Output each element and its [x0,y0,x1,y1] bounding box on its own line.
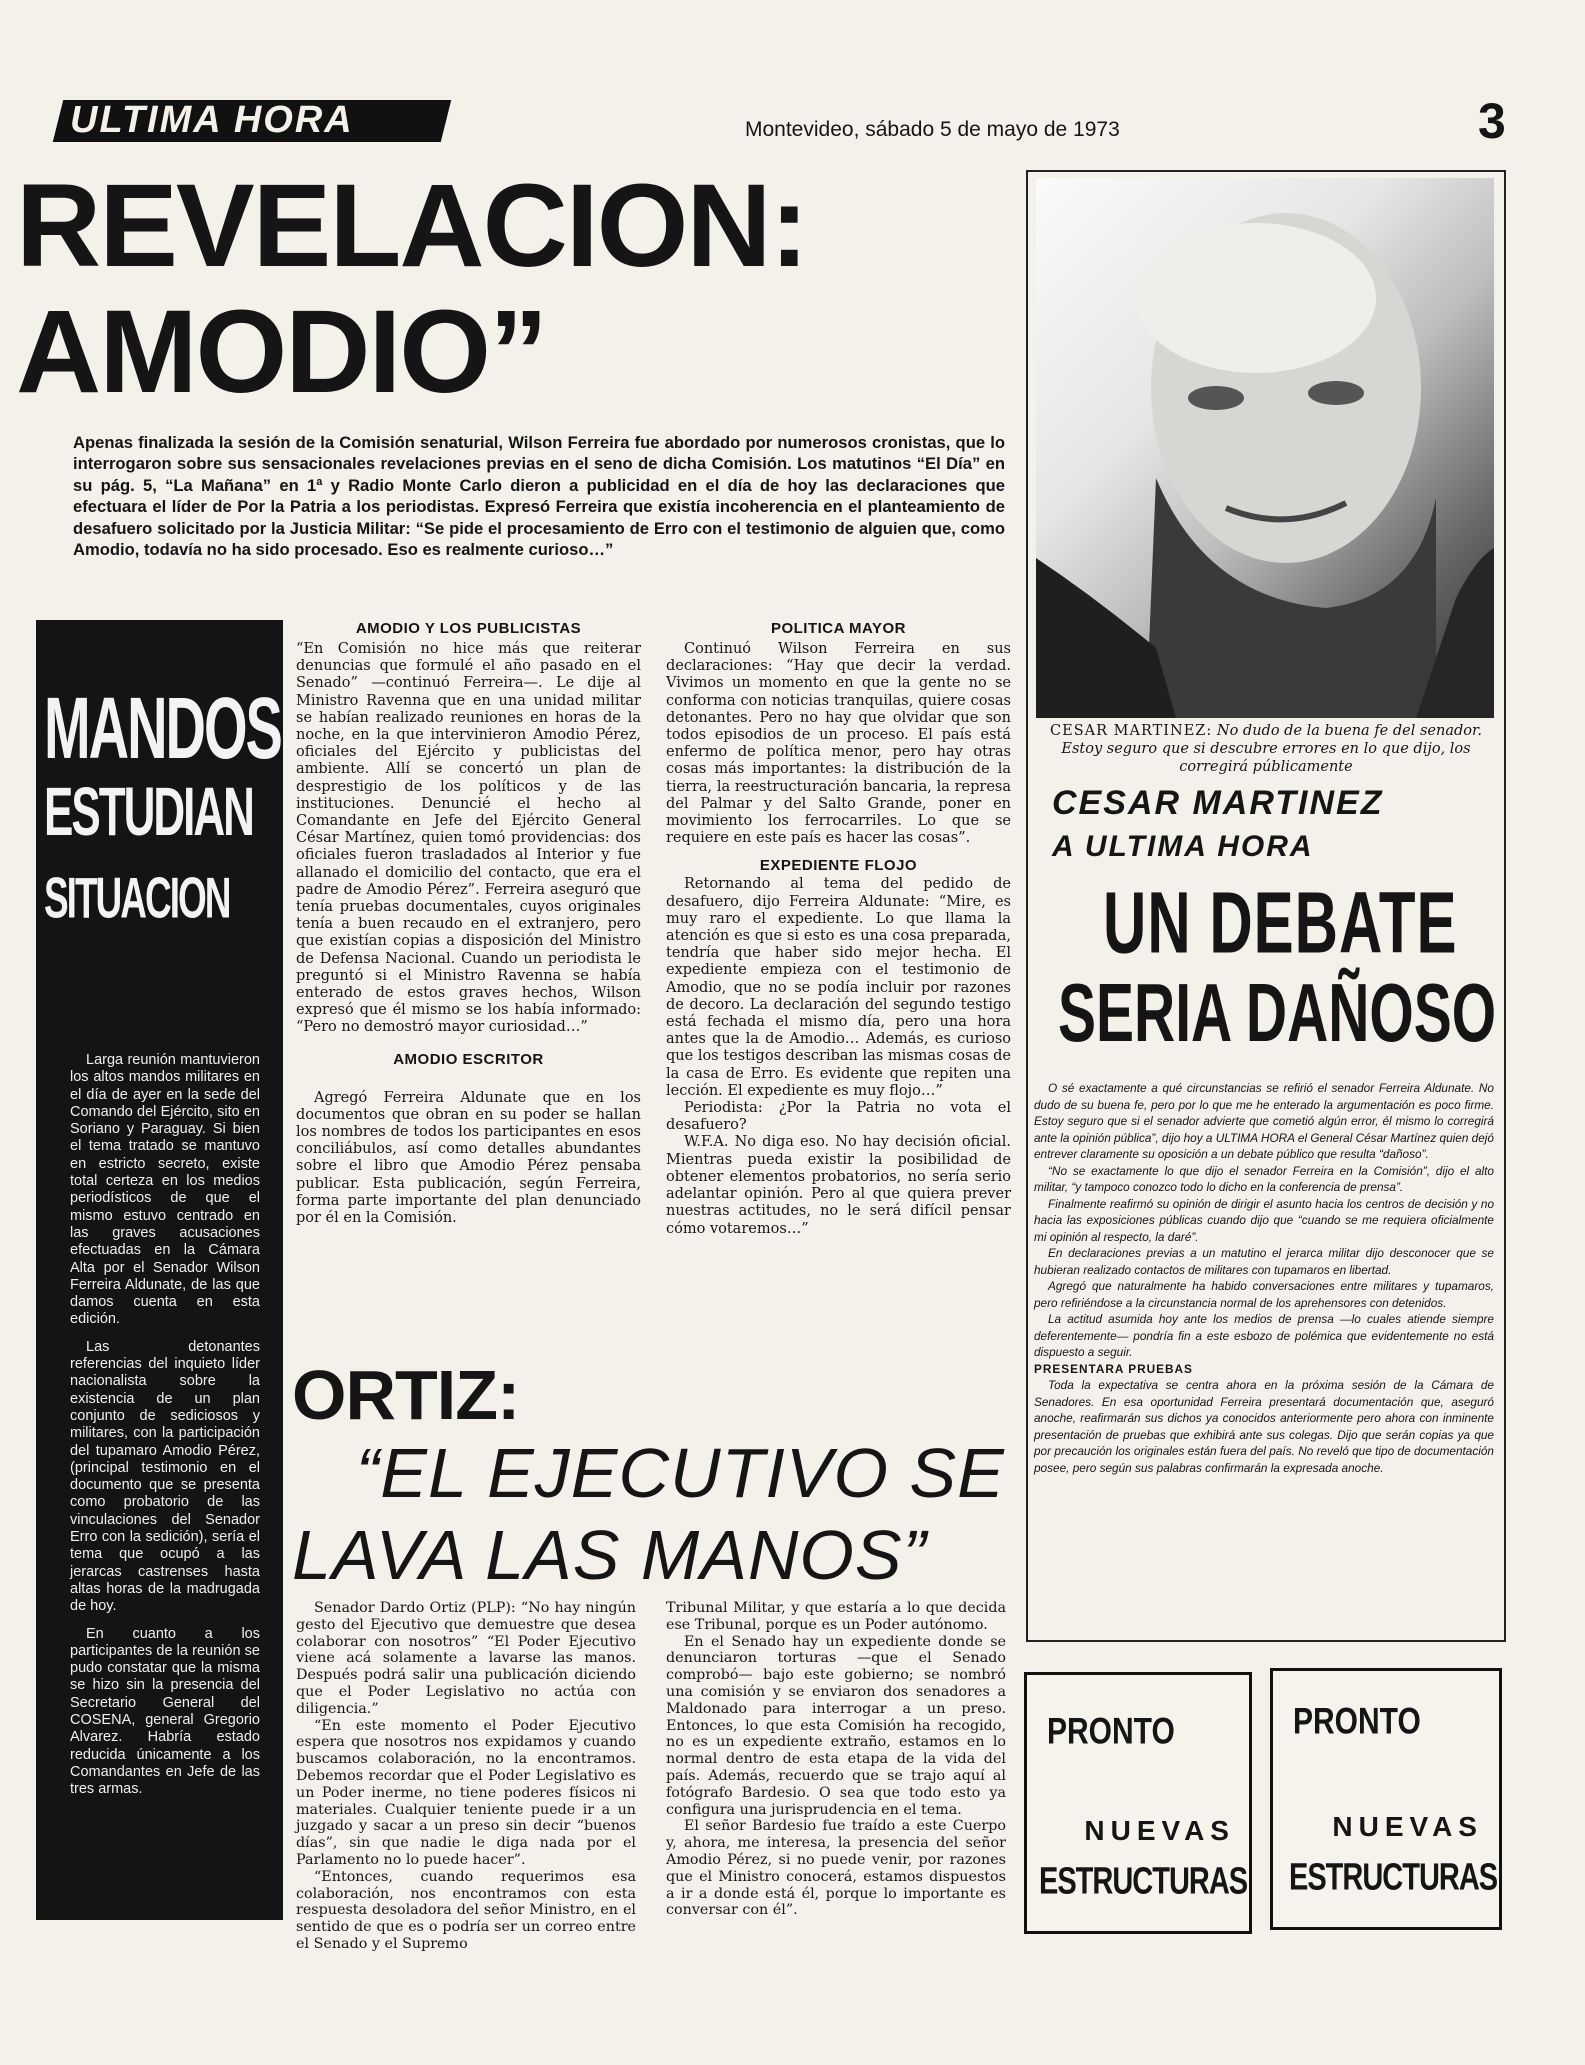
article-paragraph: W.F.A. No diga eso. No hay decisión oficial. Mientras pueda existir la posibilidad de obtener elementos probatorios, no sería serio adelantar opinión. Pero al que quiera prever nuestras actitudes, no le será difícil pensar cómo votaremos…” [666,1134,1011,1237]
article-paragraph: “No se exactamente lo que dijo el senador Ferreira en la Comisión”, dijo el alto militar, “y tampoco conozco todo lo dicho en la conferencia de prensa”. [1034,1163,1494,1194]
photo-caption [1042,722,1490,776]
martinez-kicker-2: A ULTIMA HORA [1052,830,1314,863]
ad-box [1270,1668,1502,1930]
article-paragraph: La actitud asumida hoy ante los medios de prensa —lo cuales atiende siempre deferentemente— pondría fin a este esbozo de polémica que evidentemente no está dispuesto a seguir. [1034,1312,1494,1359]
headline-line-2: AMODIO” [16,286,547,418]
column-amodio [296,620,641,1227]
ad-box [1024,1672,1252,1934]
martinez-kicker-1: CESAR MARTINEZ [1052,784,1384,822]
article-text [666,876,1011,1237]
article-paragraph: El señor Bardesio fue traído a este Cuerpo y, ahora, me interesa, la presencia del señor Amodio Pérez, si no puede venir, por razones que el Ministro conocerá, estamos dispuestos a ir a donde está él, porque lo importante es conversar con él”. [666,1818,1006,1919]
sidebar-paragraph: Las detonantes referencias del inquieto líder nacionalista sobre la existencia de un plan conjunto de sediciosos y militares, con la participación del tupamaro Amodio Pérez, (principal testimonio en el documento que se presenta como probatorio de las vinculaciones del Senador Erro con la sedición), sería el tema que ocupó a las jerarcas castrenses hasta altas horas de la madrugada de hoy. [70,1338,260,1615]
ortiz-headline-1: ORTIZ: [292,1356,520,1434]
article-paragraph: Toda la expectativa se centra ahora en la próxima sesión de la Cámara de Senadores. En esa oportunidad Ferreira presentará documentación que, aseguró anoche, reafirmarán sus dichos ya conocidos anteriormente pero ahora con inminente presentación de pruebas que exhibirá ante sus colegas. Dijo que serán copias ya que por precaución los originales están fuera del país. No reveló que tipo de documentación posee, pero según sus palabras confirmarán la expresada anoche. [1034,1378,1494,1475]
article-paragraph: En declaraciones previas a un matutino el jerarca militar dijo desconocer que se hubieran realizado contactos de militares con tupamaros en libertad. [1034,1246,1494,1277]
article-paragraph: Continuó Wilson Ferreira en sus declaraciones: “Hay que decir la verdad. Vivimos un momento en que la gente no se conforma con noticias tranquilas, quiere cosas detonantes. Pero no hay que olvidar que son todos episodios de un proceso. El país está enfermo de política menor, pero hay otras cosas más importantes: la distribución de la tierra, la reestructuración bancaria, la represa del Palmar y del Salto Grande, poner en movimiento los ferrocarriles. Lo que se requiere en este país es hacer las cosas”. [666,641,1011,847]
photo-caption-name: CESAR MARTINEZ: [1050,723,1213,739]
sidebar [36,620,283,1920]
ad-line-3: ESTRUCTURAS [1289,1857,1498,1899]
article-paragraph: Periodista: ¿Por la Patria no vota el desafuero? [666,1100,1011,1134]
portrait-icon [1036,178,1494,718]
ad-line-2: NUEVAS [1084,1815,1235,1846]
article-paragraph: Agregó que naturalmente ha habido conversaciones entre militares y tupamaros, pero refiriéndose a la circunstancia normal de los aprehensores con detenidos. [1034,1279,1494,1310]
portrait-photo [1036,178,1494,718]
dateline: Montevideo, sábado 5 de mayo de 1973 [745,118,1120,141]
sidebar-paragraph: En cuanto a los participantes de la reunión se pudo constatar que la misma se hizo sin la presencia del Secretario General del COSENA, general Gregorio Alvarez. Habría estado reducida únicamente a los Comandantes en Jefe de las tres armas. [70,1625,260,1798]
sidebar-paragraph: Larga reunión mantuvieron los altos mandos militares en el día de ayer en la sede del Comando del Ejército, sito en Soriano y Paraguay. Si bien el tema tratado se mantuvo en estricto secreto, existe total certeza en los medios periodísticos de que el mismo estuvo centrado en las graves acusaciones efectuadas en la Cámara Alta por el Senador Wilson Ferreira Aldunate, de las que damos cuenta en esta edición. [70,1052,260,1328]
section-heading: POLITICA MAYOR [770,620,907,637]
article-text [666,641,1011,847]
article-text [296,1090,641,1228]
sidebar-body [70,1052,260,1808]
ortiz-headline-3: LAVA LAS MANOS” [292,1516,927,1594]
article-paragraph: Senador Dardo Ortiz (PLP): “No hay ningún gesto del Ejecutivo que demuestre que desea colaborar con nosotros” “El Poder Ejecutivo viene acá solamente a lavarse las manos. Después podrá salir una publicación diciendo que el Poder Legislativo no actúa con diligencia.” [296,1600,636,1717]
ortiz-column-2 [666,1600,1006,1919]
article-paragraph: Finalmente reafirmó su opinión de dirigir el asunto hacia los centros de decisión y no hacia las exposiciones públicas cuando dijo que “cuando se me requiera oficialmente mi opinión al respecto, la daré”. [1034,1196,1494,1244]
headline-line-1: REVELACION: [16,160,807,292]
article-paragraph: “Entonces, cuando requerimos esa colaboración, nos encontramos con esta respuesta desoladora del señor Ministro, en el sentido de que es o podría ser un correo entre el Senado y el Supremo [296,1868,636,1952]
article-paragraph: En el Senado hay un expediente donde se denunciaron torturas —que el Senado comprobó— bajo este gobierno; se nombró una comisión y se enviaron dos senadores a Maldonado para interrogar a un preso. Entonces, lo que esta Comisión ha recogido, no es un expediente extraño, estamos en lo normal dentro de esta etapa de la vida del país. Además, recuerdo que se trajo aquí al fotógrafo Bardesio. O sea que todo esto ya configura una jurisprudencia en el tema. [666,1633,1006,1818]
section-heading: AMODIO ESCRITOR [393,1050,544,1068]
ad-line-1: PRONTO [1293,1701,1421,1743]
article-paragraph: Agregó Ferreira Aldunate que en los documentos que obran en su poder se hallan los nombres de todos los participantes en esos conciliábulos, así como detalles abundantes sobre el libro que Amodio Pérez pensaba publicar. Esta publicación, según Ferreira, forma parte importante del plan denunciado por él en la Comisión. [296,1089,641,1227]
page-number: 3 [1478,93,1506,149]
martinez-headline-2: SERIA DAÑOSO [1058,967,1497,1060]
ad-line-2: NUEVAS [1332,1811,1483,1842]
sidebar-headline-line-3: SITUACION [44,866,230,930]
article-paragraph: Tribunal Militar, y que estaría a lo que decida ese Tribunal, porque es un Poder autónomo. [666,1600,1006,1633]
sidebar-headline-line-1: MANDOS [44,679,281,777]
martinez-body [1034,1080,1494,1476]
photo-caption-text: No dudo de la buena fe del senador. Estoy seguro que si descubre errores en lo que dijo, los corregirá públicamente [1061,723,1482,775]
section-heading: AMODIO Y LOS PUBLICISTAS [355,620,582,637]
article-paragraph: O sé exactamente a qué circunstancias se refirió el senador Ferreira Aldunate. No dudo de su buena fe, pero por lo que me he enterado la argumentación es poco firme. Estoy seguro que si el senador advierte que cometió algún error, él mismo lo corregirá ante la opinión pública”, dijo hoy a ULTIMA HORA el General César Martínez quien dejó entrever claramente su oposición a un debate público que resulta “dañoso”. [1034,1081,1494,1161]
martinez-headline-1: UN DEBATE [1103,874,1458,972]
sidebar-headline-line-2: ESTUDIAN [44,774,253,851]
ad-line-1: PRONTO [1047,1711,1175,1753]
masthead-logo-text: ULTIMA HORA [70,99,354,141]
ad-line-3: ESTRUCTURAS [1039,1861,1248,1903]
article-paragraph: Retornando al tema del pedido de desafuero, dijo Ferreira Aldunate: “Mire, es muy raro el expediente. Lo que llama la atención es que si esto es una cosa preparada, tendría que haber sido mejor hecha. El expediente empieza con el testimonio de Amodio, que no se podía incluir por razones de decoro. La declaración del segundo testigo está fechada el mismo día, pero una hora antes que la de Amodio… Además, es curioso que los testigos describan las mismas cosas de la casa de Erro. Es evidente que repiten una lección. El expediente es muy flojo…” [666,876,1011,1099]
sidebar-headline [44,662,281,930]
ortiz-column-1 [296,1600,636,1953]
ortiz-headline-2: “EL EJECUTIVO SE [356,1434,1005,1512]
article-paragraph: “En Comisión no hice más que reiterar denuncias que formulé el año pasado en el Senado” —continuó Ferreira—. Le dije al Ministro Ravenna que en una unidad militar se habían realizado reuniones en horas de la noche, en la que intervinieron Amodio Pérez, oficiales del Ejército y publicistas del ambiente. Allí se concertó un plan de desprestigio de los políticos y de las instituciones. Denuncié el hecho al Comandante en Jefe del Ejército General César Martínez, quien tomó providencias: dos oficiales fueron trasladados al Interior y fue allanado el domicilio del contacto, que era el padre de Amodio Pérez”. Ferreira aseguró que tenía pruebas documentales, cuyos originales tenía a buen recaudo en el extranjero, pero que existían copias a disposición del Ministro de Defensa Nacional. Cuando un periodista le preguntó si el Ministro Ravenna se había enterado de estos graves hechos, Wilson expresó que él mismo se los había informado: “Pero no demostró mayor curiosidad…” [296,641,641,1036]
section-heading: PRESENTARA PRUEBAS [1034,1361,1193,1376]
lead-paragraph: Apenas finalizada la sesión de la Comisión senaturial, Wilson Ferreira fue abordado por numerosos cronistas, que lo interrogaron sobre sus sensacionales revelaciones previas en el seno de dicha Comisión. Los matutinos “El Día” en su pág. 5, “La Mañana” en 1ª y Radio Monte Carlo dieron a publicidad en el día de hoy las declaraciones que efectuara el líder de Por la Patria a los periodistas. Expresó Ferreira que existía incoherencia en el planteamiento de desafuero solicitado por la Justicia Militar: “Se pide el procesamiento de Erro con el testimonio de alguien que, como Amodio, todavía no ha sido procesado. Eso es realmente curioso…” [73,433,1005,560]
section-heading: EXPEDIENTE FLOJO [759,857,918,875]
article-text [296,641,641,1037]
article-paragraph: “En este momento el Poder Ejecutivo espera que nosotros nos expidamos y cuando buscamos colaboración, no la encontramos. Debemos recordar que el Poder Legislativo es un Poder inerme, no tiene poderes físicos ni materiales. Cualquier teniente puede ir a un juzgado y sacar a un preso sin decir “buenos días”, sin que nadie le diga nada por el Parlamento no lo puede hacer”. [296,1717,636,1868]
column-politica [666,620,1011,1238]
